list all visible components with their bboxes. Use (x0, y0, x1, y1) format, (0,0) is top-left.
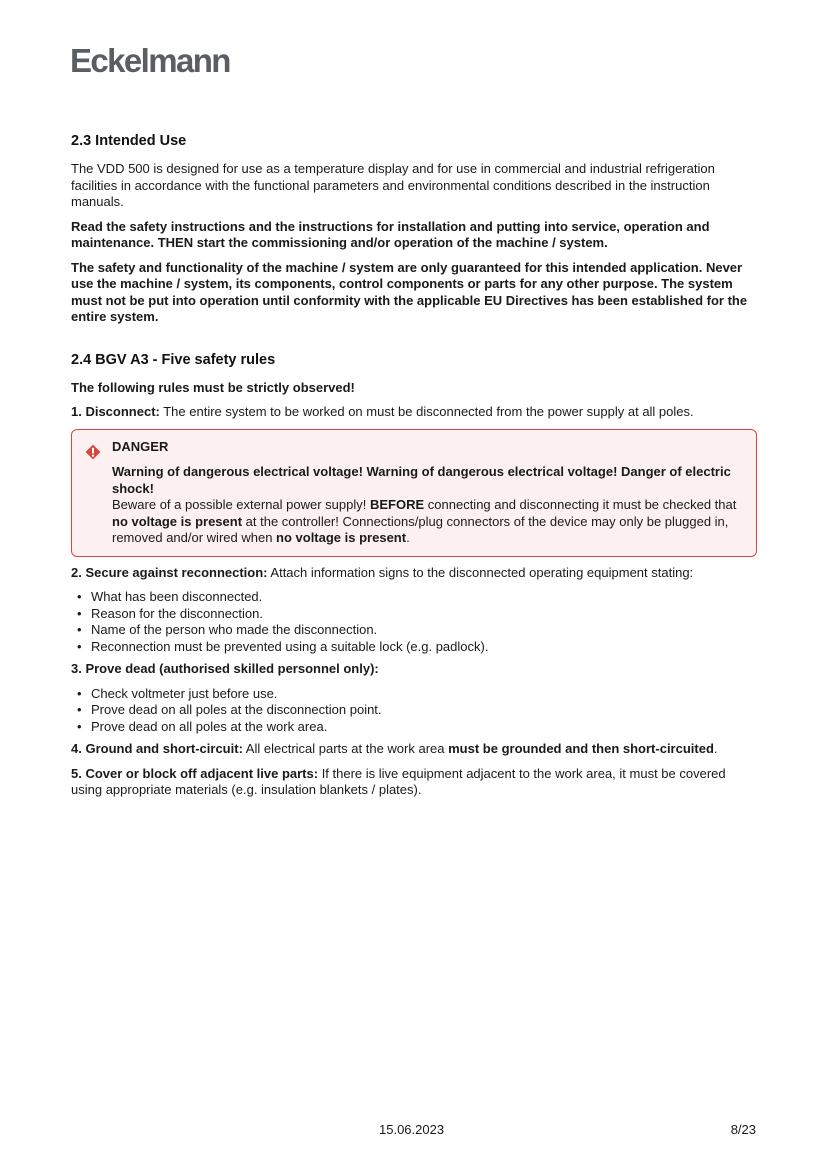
list-item-text: Prove dead on all poles at the work area. (91, 718, 328, 734)
rule-5-label: 5. Cover or block off adjacent live parts: (71, 765, 319, 781)
page-content (71, 133, 757, 807)
list-item-text: Name of the person who made the disconnection. (91, 622, 378, 637)
rule-2-text: Attach information signs to the disconnected operating equipment stating: (267, 564, 694, 580)
rule-5 (71, 766, 757, 799)
danger-text-4: . (406, 530, 410, 545)
danger-bold-1: BEFORE (369, 497, 425, 512)
rule-2 (71, 565, 757, 582)
rule-4-label: 4. Ground and short-circuit: (71, 741, 243, 756)
list-item-text: Reason for the disconnection. (91, 605, 263, 621)
danger-box (71, 429, 757, 557)
rule-4-end: . (713, 741, 718, 756)
list-item: • What has been disconnected. (77, 589, 263, 604)
rule-1 (71, 404, 757, 421)
list-item: • Reason for the disconnection. (77, 605, 263, 621)
footer-page-number: 8/23 (730, 1122, 756, 1137)
rule-4 (71, 741, 757, 758)
rule-1-text: The entire system to be worked on must be disconnected from the power supply at all poles. (159, 404, 694, 419)
danger-title: DANGER (112, 438, 169, 454)
list-item: • Name of the person who made the disconnection. (77, 622, 378, 637)
rule-2-list (71, 589, 757, 655)
list-item-text: Reconnection must be prevented using a suitable lock (e.g. padlock). (91, 638, 489, 654)
rules-intro: The following rules must be strictly observed! (71, 379, 355, 395)
section-heading-safety-rules: 2.4 BGV A3 - Five safety rules (71, 351, 276, 368)
list-item: • Prove dead on all poles at the disconnection point. (77, 702, 382, 717)
section-heading-intended-use: 2.3 Intended Use (71, 133, 187, 149)
danger-headline: Warning of dangerous electrical voltage! Warning of dangerous electrical voltage! Danger of electric shock! (112, 464, 731, 496)
list-item-text: Prove dead on all poles at the disconnection point. (91, 702, 382, 717)
rule-4-bold: must be grounded and then short-circuited (448, 741, 714, 756)
danger-bold-3: no voltage is present (276, 530, 407, 545)
rule-4-text: All electrical parts at the work area (242, 741, 449, 756)
list-item-text: Check voltmeter just before use. (91, 685, 278, 701)
rule-3-label: 3. Prove dead (authorised skilled personnel only): (71, 661, 379, 676)
danger-text-2: connecting and disconnecting it must be checked that (424, 497, 737, 512)
footer-date: 15.06.2023 (379, 1122, 445, 1137)
danger-text-1: Beware of a possible external power supply! (112, 497, 370, 512)
list-item: • Prove dead on all poles at the work area. (77, 718, 328, 734)
danger-text-3: at the controller! Connections/plug connectors of the device may only be plugged in, removed and/or wired when (112, 513, 729, 545)
rule-5-text: If there is live equipment adjacent to the work area, it must be covered using appropriate materials (e.g. insulation blankets / plates). (71, 765, 726, 797)
rule-1-label: 1. Disconnect: (71, 404, 160, 419)
list-item-text: What has been disconnected. (91, 589, 263, 604)
rule-2-label: 2. Secure against reconnection: (71, 564, 268, 580)
warning-diamond-icon (85, 444, 101, 460)
danger-body (112, 497, 744, 547)
rule-3-list (71, 686, 757, 736)
list-item: • Check voltmeter just before use. (77, 685, 278, 701)
danger-bold-2: no voltage is present (112, 513, 243, 529)
list-item: • Reconnection must be prevented using a suitable lock (e.g. padlock). (77, 638, 489, 654)
functionality-paragraph: The safety and functionality of the machine / system are only guaranteed for this intended application. Never use the machine / system, its components, control components or parts for any other purpose. The system must not be put into operation until conformity with the applicable EU Directives has been established for the entire system. (71, 259, 748, 324)
company-logo: Eckelmann (70, 42, 230, 79)
intended-use-paragraph: The VDD 500 is designed for use as a temperature display and for use in commercial and industrial refrigeration facilities in accordance with the functional parameters and environmental conditions described in the instruction manuals. (71, 161, 715, 209)
safety-instructions-paragraph: Read the safety instructions and the instructions for installation and putting into service, operation and maintenance. THEN start the commissioning and/or operation of the machine / system. (71, 218, 710, 250)
